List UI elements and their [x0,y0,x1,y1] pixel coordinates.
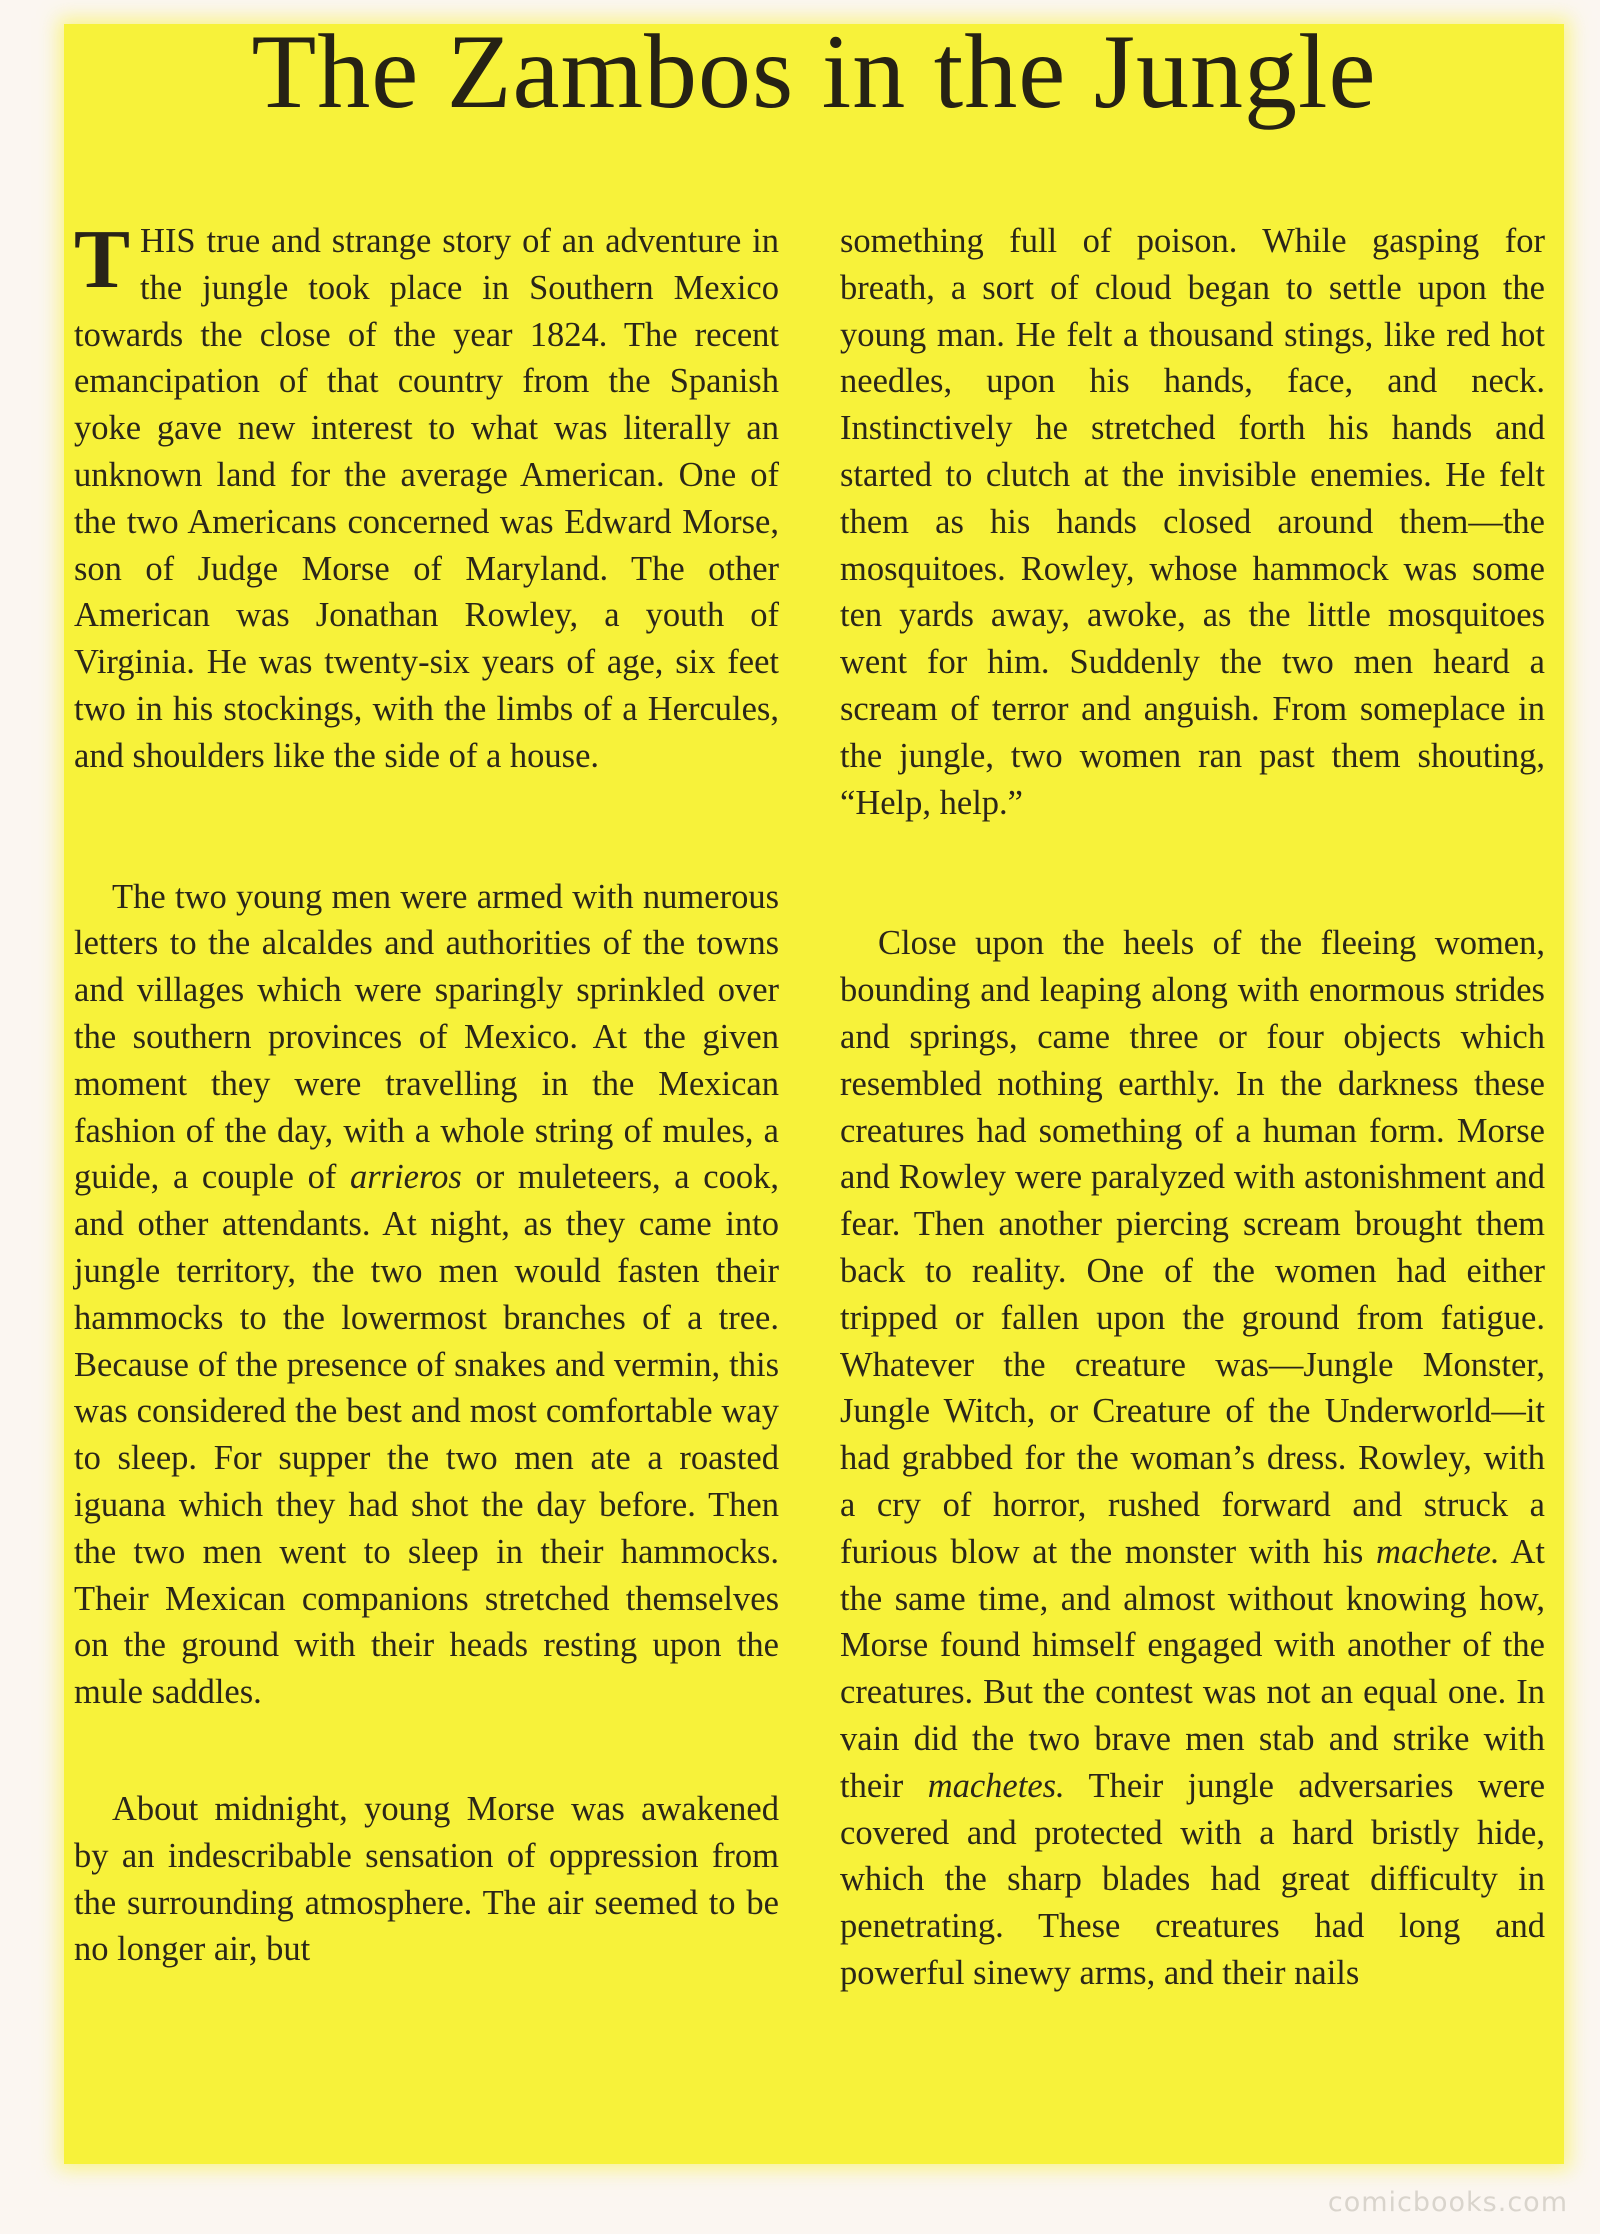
right-paragraph-2 [840,920,1545,1996]
paragraph-gap [74,780,779,874]
right-column [840,218,1545,2138]
paragraph-gap [840,826,1545,920]
italic-word-arrieros: arrieros [349,1158,462,1197]
left-paragraph-2 [74,874,779,1716]
right-paragraph-2-text-b: At the same time, and almost without knowing how, Morse found himself engaged with another of the creatures. But the contest was not an equal one. In vain did the two brave men stab and strike with their [840,1532,1545,1805]
italic-word-machetes: machetes. [927,1766,1065,1805]
right-paragraph-2-text-c: Their jungle adversaries were covered and protected with a hard bristly hide, which the sharp blades had great difficulty in penetrating. These creatures had long and powerful sinewy arms, and their nails [840,1766,1546,1992]
drop-cap: T [74,213,131,306]
left-paragraph-2-text-a: The two young men were armed with numerous letters to the alcaldes and authorities of the towns and villages which were sparingly sprinkled over the southern provinces of Mexico. At the given moment they were travelling in the Mexican fashion of the day, with a whole string of mules, a guide, a couple of [74,877,779,1197]
right-paragraph-1: something full of poison. While gasping for breath, a sort of cloud began to settle upon the young man. He felt a thousand stings, like red hot needles, upon his hands, face, and neck. Instinctively he stretched forth his hands and started to clutch at the invisible enemies. He felt them as his hands closed around them—the mosquitoes. Rowley, whose hammock was some ten yards away, awoke, as the little mosquitoes went for him. Suddenly the two men heard a scream of terror and anguish. From someplace in the jungle, two women ran past them shouting, “Help, help.” [840,222,1545,822]
site-watermark: comicbooks.com [1327,2187,1568,2218]
left-column [74,213,779,2138]
italic-word-machete: machete. [1376,1532,1500,1571]
left-paragraph-1-text: HIS true and strange story of an adventure in the jungle took place in Southern Mexico towards the close of the year 1824. The recent emancipation of that country from the Spanish yoke gave new interest to what was literally an unknown land for the average American. One of the two Americans concerned was Edward Morse, son of Judge Morse of Maryland. The other American was Jonathan Rowley, a youth of Virginia. He was twenty-six years of age, six feet two in his stockings, with the limbs of a Hercules, and shoulders like the side of a house. [74,222,779,775]
left-paragraph-1 [74,213,779,780]
left-paragraph-3: About midnight, young Morse was awakened by an indescribable sensation of oppression from the surrounding atmosphere. The air seemed to be no longer air, but [74,1789,779,1969]
paragraph-gap [74,1716,779,1786]
right-paragraph-2-text-a: Close upon the heels of the fleeing women, bounding and leaping along with enormous strides and springs, came three or four objects which resembled nothing earthly. In the darkness these creatures had something of a human form. Morse and Rowley were paralyzed with astonishment and fear. Then another piercing scream brought them back to reality. One of the women had either tripped or fallen upon the ground from fatigue. Whatever the creature was—Jungle Monster, Jungle Witch, or Creature of the Underworld—it had grabbed for the woman’s dress. Rowley, with a cry of horror, rushed forward and struck a furious blow at the monster with his [840,924,1545,1571]
left-paragraph-2-text-b: or muleteers, a cook, and other attendants. At night, as they came into jungle territory, the two men would fasten their hammocks to the lowermost branches of a tree. Because of the presence of snakes and vermin, this was considered the best and most comfortable way to sleep. For supper the two men ate a roasted iguana which they had shot the day before. Then the two men went to sleep in their hammocks. Their Mexican companions stretched themselves on the ground with their heads resting upon the mule saddles. [74,1158,779,1712]
story-title: The Zambos in the Jungle [251,13,1377,130]
